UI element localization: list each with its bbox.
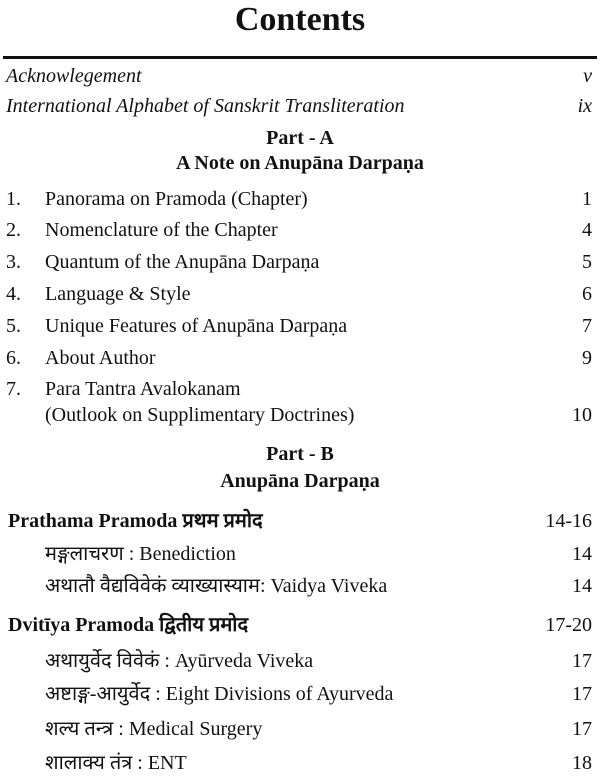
entry-page: 17 — [572, 650, 592, 672]
entry-page: v — [583, 65, 592, 87]
toc-entry-continuation[interactable] — [0, 400, 600, 430]
toc-entry[interactable] — [0, 539, 600, 569]
entry-label: अथातौ वैद्यविवेकं व्याख्यास्याम: Vaidya Viveka — [45, 575, 388, 597]
entry-label: Language & Style — [45, 283, 191, 305]
chapter-pages: 14-16 — [545, 510, 592, 532]
entry-label: Panorama on Pramoda (Chapter) — [45, 188, 308, 210]
toc-entry[interactable] — [0, 91, 600, 121]
entry-number: 7. — [6, 378, 21, 400]
toc-entry[interactable] — [0, 311, 600, 341]
page-title: Contents — [234, 1, 366, 38]
part-b-subtitle: Anupāna Darpaṇa — [220, 470, 380, 492]
entry-page: 10 — [572, 404, 592, 426]
entry-label: Unique Features of Anupāna Darpaṇa — [45, 315, 348, 337]
entry-number: 3. — [6, 251, 21, 273]
toc-entry[interactable] — [0, 343, 600, 373]
entry-page: 7 — [582, 315, 592, 337]
toc-entry[interactable] — [0, 61, 600, 91]
toc-entry[interactable] — [0, 279, 600, 309]
entry-label: About Author — [45, 347, 156, 369]
entry-number: 2. — [6, 219, 21, 241]
toc-entry[interactable] — [0, 247, 600, 277]
entry-label: शालाक्य तंत्र : ENT — [45, 752, 187, 774]
entry-label: अष्टाङ्ग-आयुर्वेद : Eight Divisions of Ayurveda — [45, 683, 394, 705]
entry-label: International Alphabet of Sanskrit Transliteration — [6, 95, 405, 117]
title-rule — [3, 56, 597, 59]
entry-page: 4 — [582, 219, 592, 241]
chapter-label: Prathama Pramoda प्रथम प्रमोद — [8, 510, 263, 532]
entry-number: 1. — [6, 188, 21, 210]
entry-label: Quantum of the Anupāna Darpaṇa — [45, 251, 320, 273]
entry-label: Para Tantra Avalokanam — [45, 378, 241, 400]
toc-entry[interactable] — [0, 714, 600, 744]
entry-page: 9 — [582, 347, 592, 369]
entry-label: अथायुर्वेद विवेकं : Ayūrveda Viveka — [45, 650, 314, 672]
entry-page: 5 — [582, 251, 592, 273]
toc-entry[interactable] — [0, 646, 600, 676]
entry-page: ix — [577, 95, 592, 117]
toc-entry[interactable] — [0, 748, 600, 778]
entry-label: (Outlook on Supplimentary Doctrines) — [45, 404, 355, 426]
part-a-heading: Part - A — [266, 127, 334, 149]
part-b-heading: Part - B — [266, 443, 334, 465]
part-a-subtitle: A Note on Anupāna Darpaṇa — [176, 152, 424, 174]
toc-entry[interactable] — [0, 215, 600, 245]
chapter-entry[interactable] — [0, 506, 600, 536]
chapter-pages: 17-20 — [545, 614, 592, 636]
entry-label: Acknowlegement — [6, 65, 142, 87]
toc-entry[interactable] — [0, 184, 600, 214]
toc-entry[interactable] — [0, 571, 600, 601]
entry-number: 6. — [6, 347, 21, 369]
entry-number: 5. — [6, 315, 21, 337]
entry-page: 6 — [582, 283, 592, 305]
entry-page: 14 — [572, 575, 592, 597]
toc-entry[interactable] — [0, 679, 600, 709]
entry-number: 4. — [6, 283, 21, 305]
entry-page: 17 — [572, 683, 592, 705]
chapter-label: Dvitīya Pramoda द्वितीय प्रमोद — [8, 614, 249, 636]
entry-page: 1 — [582, 188, 592, 210]
entry-label: Nomenclature of the Chapter — [45, 219, 278, 241]
entry-page: 18 — [572, 752, 592, 774]
entry-page: 17 — [572, 718, 592, 740]
entry-label: मङ्गलाचरण : Benediction — [45, 543, 236, 565]
entry-page: 14 — [572, 543, 592, 565]
chapter-entry[interactable] — [0, 610, 600, 640]
entry-label: शल्य तन्त्र : Medical Surgery — [45, 718, 263, 740]
